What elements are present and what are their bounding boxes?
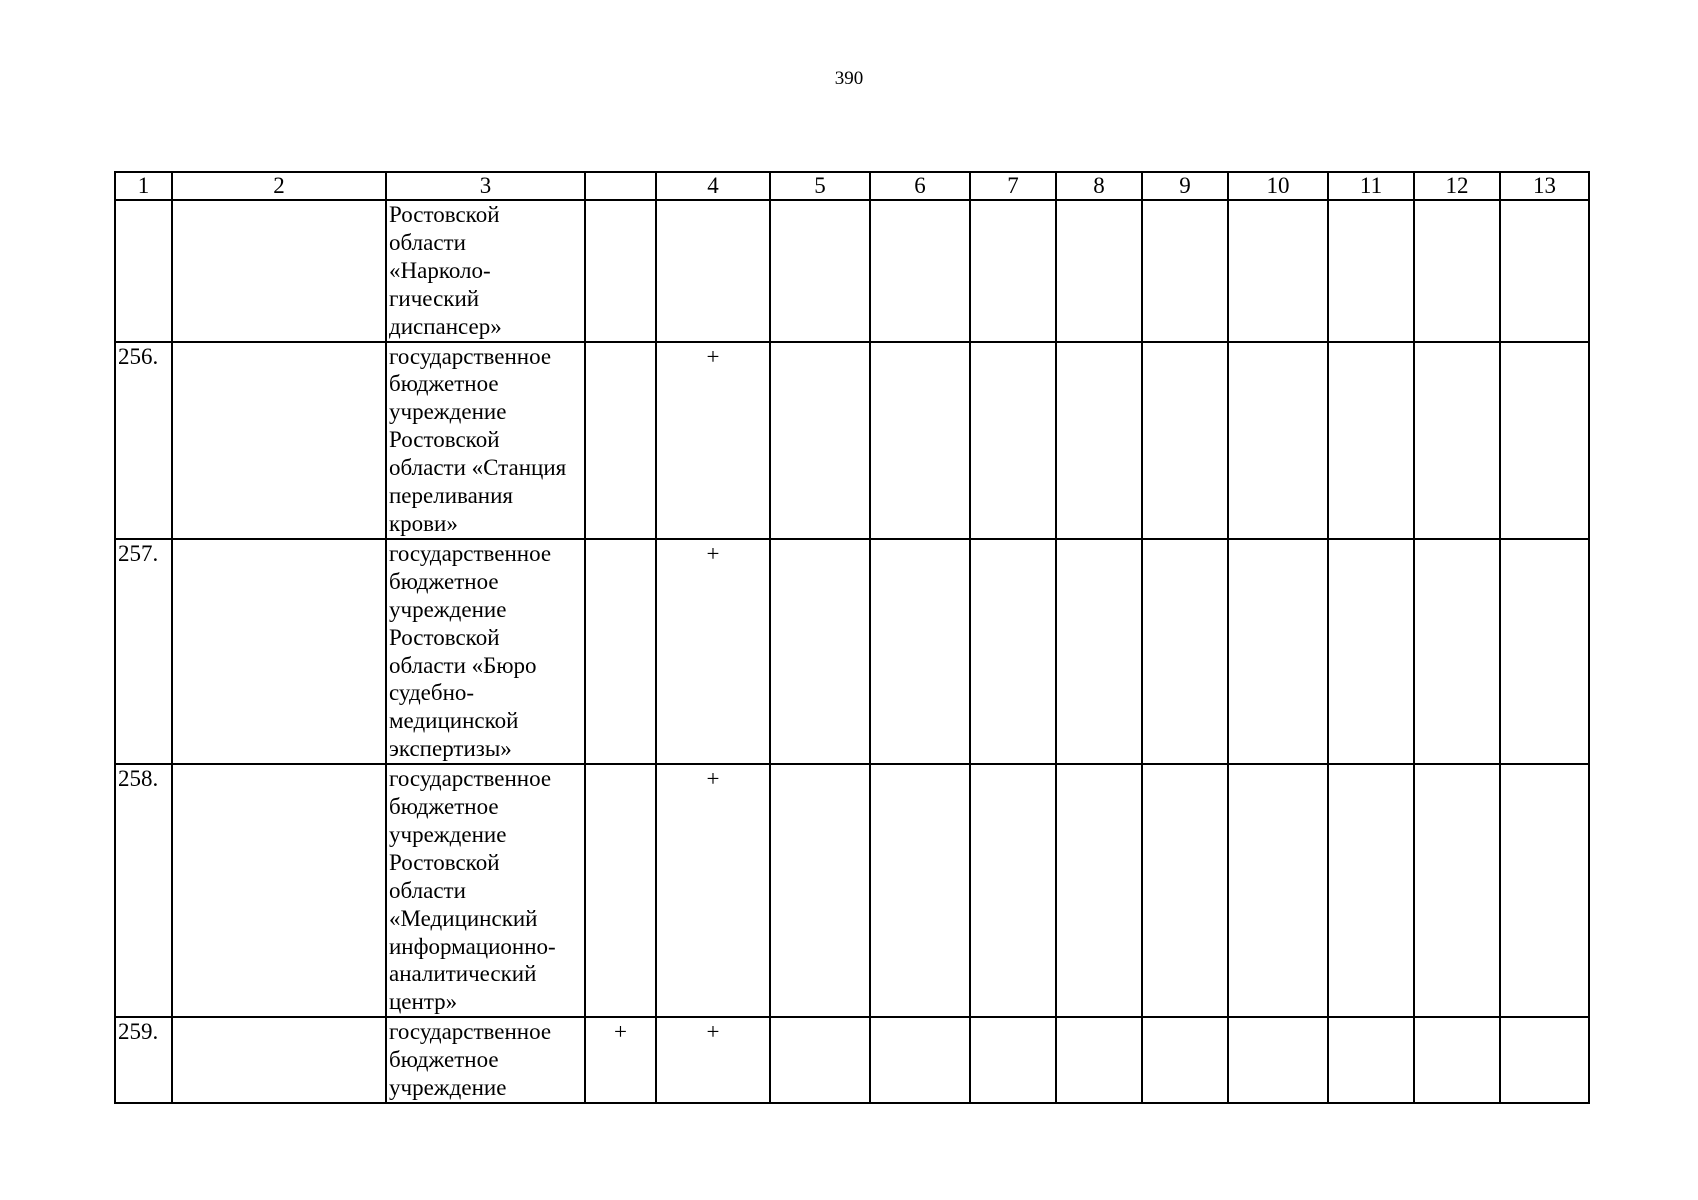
name-line: аналитический <box>389 961 537 987</box>
cell-blank-mark <box>585 342 656 539</box>
cell-col-8 <box>1056 342 1142 539</box>
name-line: учреждение <box>389 821 507 847</box>
column-header-4: 4 <box>656 172 770 200</box>
cell-col-9 <box>1142 342 1228 539</box>
institution-name <box>386 200 585 342</box>
cell-blank-mark <box>585 764 656 1017</box>
cell-col-13 <box>1500 539 1589 764</box>
column-header-5: 5 <box>770 172 870 200</box>
column-header-12: 12 <box>1414 172 1500 200</box>
name-line: Ростовской <box>389 202 500 227</box>
table-row <box>115 342 1589 539</box>
name-line: «Нарколо- <box>389 257 491 283</box>
cell-col-10 <box>1228 342 1328 539</box>
table-row <box>115 1017 1589 1103</box>
name-line: учреждение <box>389 596 507 622</box>
cell-col-11 <box>1328 200 1414 342</box>
cell-col-9 <box>1142 539 1228 764</box>
page-number: 390 <box>834 68 864 89</box>
cell-col-9 <box>1142 1017 1228 1103</box>
cell-col-11 <box>1328 342 1414 539</box>
table-row <box>115 764 1589 1017</box>
column-header-10: 10 <box>1228 172 1328 200</box>
cell-col-5 <box>770 342 870 539</box>
name-line: «Медицинский <box>389 905 538 931</box>
table-row <box>115 200 1589 342</box>
cell-col-4-mark: + <box>656 539 770 764</box>
name-line: судебно- <box>389 680 475 706</box>
name-line: крови» <box>389 510 458 536</box>
column-header-1: 1 <box>115 172 172 200</box>
cell-col-11 <box>1328 1017 1414 1103</box>
cell-col-2 <box>172 200 386 342</box>
table-row <box>115 539 1589 764</box>
column-header-8: 8 <box>1056 172 1142 200</box>
cell-col-13 <box>1500 1017 1589 1103</box>
cell-col-4-mark: + <box>656 342 770 539</box>
name-line: области <box>389 877 466 903</box>
cell-col-12 <box>1414 200 1500 342</box>
cell-col-4-mark: + <box>656 764 770 1017</box>
column-header-11: 11 <box>1328 172 1414 200</box>
cell-col-10 <box>1228 200 1328 342</box>
name-line: бюджетное <box>389 568 499 594</box>
cell-col-6 <box>870 342 970 539</box>
cell-col-11 <box>1328 539 1414 764</box>
cell-blank-mark <box>585 200 656 342</box>
name-line: государственное <box>389 343 552 369</box>
name-line: государственное <box>389 540 552 566</box>
cell-col-6 <box>870 200 970 342</box>
name-line: учреждение <box>389 1075 507 1101</box>
column-header-2: 2 <box>172 172 386 200</box>
cell-col-10 <box>1228 1017 1328 1103</box>
cell-col-2 <box>172 1017 386 1103</box>
cell-col-13 <box>1500 764 1589 1017</box>
table-header-row <box>115 172 1589 200</box>
institution-name <box>386 539 585 764</box>
cell-col-13 <box>1500 200 1589 342</box>
column-header-blank <box>585 172 656 200</box>
name-line: бюджетное <box>389 794 499 820</box>
cell-col-5 <box>770 1017 870 1103</box>
cell-col-7 <box>970 539 1056 764</box>
cell-col-8 <box>1056 200 1142 342</box>
name-line: бюджетное <box>389 371 499 397</box>
cell-col-8 <box>1056 764 1142 1017</box>
name-line: государственное <box>389 1019 552 1045</box>
row-number: 256. <box>115 342 172 539</box>
cell-col-6 <box>870 539 970 764</box>
name-line: Ростовской <box>389 624 500 650</box>
cell-col-11 <box>1328 764 1414 1017</box>
cell-col-6 <box>870 1017 970 1103</box>
name-line: Ростовской <box>389 427 500 453</box>
cell-col-12 <box>1414 764 1500 1017</box>
cell-col-13 <box>1500 342 1589 539</box>
cell-col-7 <box>970 764 1056 1017</box>
cell-col-7 <box>970 342 1056 539</box>
name-line: экспертизы» <box>389 736 512 762</box>
cell-col-12 <box>1414 1017 1500 1103</box>
cell-col-4-mark: + <box>656 1017 770 1103</box>
cell-col-6 <box>870 764 970 1017</box>
cell-col-5 <box>770 200 870 342</box>
institution-name <box>386 764 585 1017</box>
cell-col-5 <box>770 539 870 764</box>
cell-col-2 <box>172 764 386 1017</box>
cell-col-8 <box>1056 1017 1142 1103</box>
data-table <box>114 171 1590 1104</box>
name-line: государственное <box>389 766 552 792</box>
cell-blank-mark <box>585 539 656 764</box>
cell-col-2 <box>172 342 386 539</box>
cell-col-5 <box>770 764 870 1017</box>
name-line: области «Станция <box>389 455 567 481</box>
cell-col-4-mark <box>656 200 770 342</box>
name-line: области «Бюро <box>389 652 537 678</box>
institution-name <box>386 1017 585 1103</box>
name-line: центр» <box>389 989 458 1015</box>
cell-blank-mark: + <box>585 1017 656 1103</box>
name-line: Ростовской <box>389 849 500 875</box>
row-number <box>115 200 172 342</box>
cell-col-9 <box>1142 200 1228 342</box>
cell-col-10 <box>1228 539 1328 764</box>
row-number: 259. <box>115 1017 172 1103</box>
cell-col-9 <box>1142 764 1228 1017</box>
column-header-6: 6 <box>870 172 970 200</box>
cell-col-10 <box>1228 764 1328 1017</box>
name-line: гический <box>389 285 480 311</box>
name-line: диспансер» <box>389 313 502 339</box>
cell-col-8 <box>1056 539 1142 764</box>
cell-col-7 <box>970 200 1056 342</box>
column-header-13: 13 <box>1500 172 1589 200</box>
cell-col-2 <box>172 539 386 764</box>
cell-col-12 <box>1414 539 1500 764</box>
cell-col-12 <box>1414 342 1500 539</box>
institution-name <box>386 342 585 539</box>
name-line: информационно- <box>389 933 556 959</box>
name-line: медицинской <box>389 708 519 734</box>
name-line: области <box>389 229 466 255</box>
column-header-3: 3 <box>386 172 585 200</box>
name-line: учреждение <box>389 399 507 425</box>
row-number: 258. <box>115 764 172 1017</box>
name-line: переливания <box>389 483 513 509</box>
column-header-9: 9 <box>1142 172 1228 200</box>
column-header-7: 7 <box>970 172 1056 200</box>
row-number: 257. <box>115 539 172 764</box>
cell-col-7 <box>970 1017 1056 1103</box>
name-line: бюджетное <box>389 1047 499 1073</box>
